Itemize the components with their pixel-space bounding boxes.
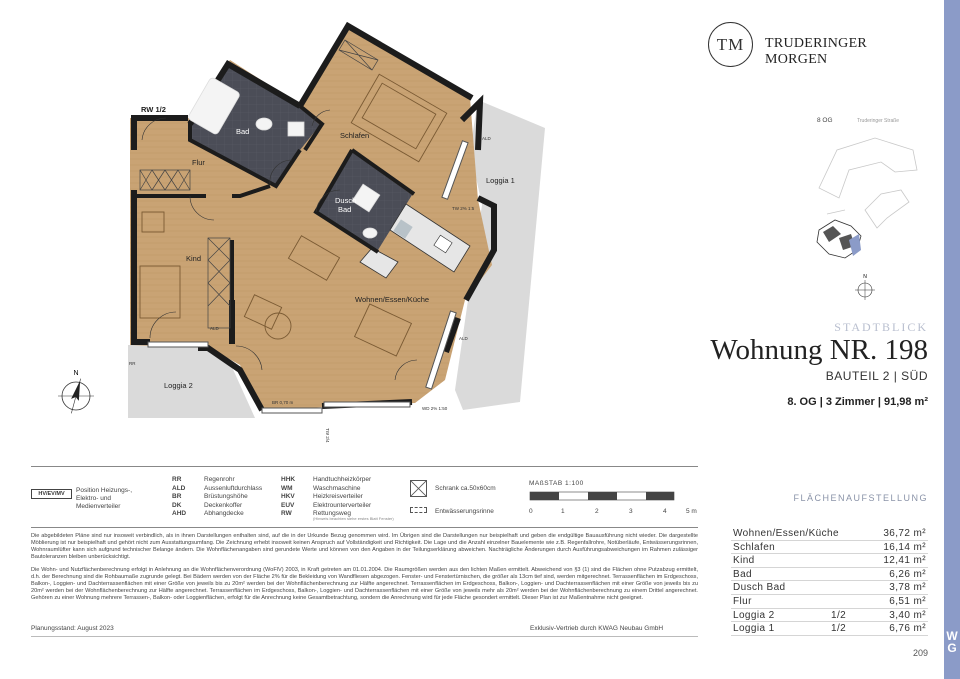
legend-abbreviations-1 [172, 476, 272, 519]
legend-key: EUV [281, 501, 295, 509]
side-accent-stripe [944, 0, 960, 679]
area-value: 3,40 m² [889, 609, 926, 621]
area-name: Kind [733, 555, 755, 567]
legend-row [281, 502, 391, 511]
ald-label-2: ALD [459, 336, 468, 341]
disclaimer-paragraph-2: Die Wohn- und Nutzflächenberechnung erfolgt in Anlehnung an die Wohnflächenverordnung (WoFlV) 2003, in Kraft getreten am 01.01.2004. Die Raumgrößen werden aus den lichten Maßen ermittelt. Abweichend von §3 (1) sind die Flächen ohne Putzabzug ermittelt, d.h. der Berechnung sind die Rohbaumaße zugrunde gelegt. Bei Bädern werden von der Fläche 2% für die Bekleidung von Wandfliesen abgezogen. Fenster- und Fenstertürnischen, die größer als 13cm tief sind, werden mitgerechnet. Terrassenflächen im Erdgeschoss, Balkon-, Loggien- und Dachterrassenflächen mit einer Größe von jeweils bis zu 20m² werden bei der Wohnflächenberechnung zur Hälfte angerechnet. Terrassenflächen im Erdgeschoss, Balkon-, Loggien- und Dachterrassenflächen mit einer Größe von jeweils bis zu 20m² werden bei der Wohnflächenberechnung zur Hälfte angerechnet. Terrassenflächen im Erdgeschoss, Balkon-, Loggien- und Dachterrassenflächen mit einer Größe von jeweils mehr als 20m² werden bei der Wohnflächenberechnung zu einem Drittel angerechnet. Gehören zu einer Wohnung mehrere Terrassen-, Balkon- oder Loggienflächen, erfolgt für die Anrechnung keine Gesamtbetrachtung, sondern die Anrechnung wird für jede Fläche gesondert ermittelt. Dieser Plan ist zur Maßentnahme nicht geeignet. [31, 567, 698, 601]
scale-tick: 1 [561, 508, 565, 515]
rr-tank-label: TW 2% 1:5 [452, 206, 475, 211]
area-name: Wohnen/Essen/Küche [733, 528, 839, 539]
legend-row [172, 485, 272, 494]
room-label-duschbad-2: Bad [338, 205, 352, 214]
area-name: Schlafen [733, 541, 776, 553]
area-value: 6,76 m² [889, 623, 926, 635]
area-row [731, 527, 928, 541]
legend-row [281, 485, 391, 494]
room-label-flur: Flur [192, 158, 205, 167]
keyplan-outline [819, 138, 917, 228]
legend-value: Elektrounterverteiler [313, 501, 372, 509]
legend-row [172, 510, 272, 519]
apartment-summary: 8. OG | 3 Zimmer | 91,98 m² [787, 396, 928, 408]
legend-row [281, 476, 391, 485]
legend-key: HHK [281, 476, 296, 483]
area-row [731, 568, 928, 582]
area-value: 3,78 m² [889, 582, 926, 594]
legend-value: Aussenluftdurchlass [204, 484, 263, 492]
room-label-loggia-1: Loggia 1 [486, 176, 515, 185]
area-share: 1/2 [831, 609, 847, 621]
scale-tick: 0 [529, 508, 533, 515]
ald-label-3: ALD [210, 326, 219, 331]
area-value: 12,41 m² [883, 555, 926, 567]
keyplan-building [817, 220, 861, 258]
legend-value: Abhangdecke [204, 510, 244, 517]
sales-note: Exklusiv-Vertrieb durch KWAG Neubau GmbH [530, 625, 664, 632]
drain-symbol-icon [410, 507, 427, 513]
scale-title: MAßSTAB 1:100 [529, 480, 584, 487]
building-section: BAUTEIL 2 | SÜD [825, 369, 928, 383]
legend-value: Heizkreisverteiler [313, 493, 363, 500]
room-label-wohnen: Wohnen/Essen/Küche [355, 295, 430, 304]
room-label-bad: Bad [236, 127, 250, 136]
area-value: 36,72 m² [883, 528, 926, 539]
legend-value: Waschmaschine [313, 484, 361, 492]
legend-abbreviations-2 [281, 476, 391, 519]
area-name: Flur [733, 595, 752, 607]
keyplan-street: Truderinger Straße [857, 118, 900, 124]
legend-value: Deckenkoffer [204, 501, 243, 509]
area-share: 1/2 [831, 623, 847, 635]
apartment-subtitle: STADTBLICK [834, 320, 928, 334]
area-name: Dusch Bad [733, 582, 786, 594]
keyplan-north [855, 274, 875, 300]
area-name: Loggia 2 [733, 609, 775, 621]
planning-status: Planungsstand: August 2023 [31, 625, 114, 632]
legend-top-divider [31, 466, 698, 467]
room-label-kind: Kind [186, 254, 202, 263]
room-label-duschbad-1: Dusch [335, 196, 357, 205]
area-row [731, 554, 928, 568]
wardrobe-symbol-icon [410, 480, 427, 497]
keyplan-north-label: N [863, 274, 867, 280]
legend-value: Regenrohr [204, 476, 235, 483]
scale-tick: 3 [629, 508, 633, 515]
area-row [731, 609, 928, 623]
drain-symbol-label: Entwässerungsrinne [435, 508, 494, 515]
ald-label-1: ALD [482, 136, 491, 141]
logo-monogram: TM [716, 35, 745, 54]
brand-name: TRUDERINGER MORGEN [765, 36, 868, 67]
brand-logo [708, 22, 933, 68]
legend-distributor-text: Position Heizungs-, Elektro- und Medienverteiler [76, 487, 132, 510]
legend-key: AHD [172, 510, 187, 517]
legend-key: HKV [281, 493, 295, 500]
br-label: BR 0,70 m [272, 400, 294, 405]
legend-row [172, 493, 272, 502]
side-stripe-text: W G [946, 629, 958, 655]
scale-tick: 5 m [686, 508, 697, 515]
north-label: N [73, 370, 79, 377]
scale-tick: 2 [595, 508, 599, 515]
legend-key: BR [172, 493, 182, 500]
area-value: 6,26 m² [889, 568, 926, 580]
area-table [731, 527, 928, 636]
area-value: 16,14 m² [883, 541, 926, 553]
legend-key: WM [281, 484, 293, 492]
room-label-loggia-2: Loggia 2 [164, 381, 193, 390]
rw-label: RW 1/2 [141, 105, 166, 114]
legend-distributor-box: HV/EV/MV [31, 489, 72, 499]
area-row [731, 581, 928, 595]
legend-value: Handtuchheizkörper [313, 476, 372, 483]
room-label-schlafen: Schlafen [340, 131, 370, 140]
area-row [731, 541, 928, 555]
disclaimer-paragraph-1: Die abgebildeten Pläne sind nur insoweit verbindlich, als in ihnen Darstellungen enthalten sind, auf die in der Urkunde Bezug genommen wird. Im Übrigen sind die Darstellungen nur beispielhaft und geben die endgültige Bauausführung nicht wieder. Die dargestellte Möblierung ist nur beispielhaft und gehört nicht zum Ausstattungsumfang. Die Zeichnung erhebt insoweit keinen Anspruch auf Vollständigkeit und Richtigkeit. Die Lage und die Anzahl einzelner Bauelemente wie z.B. Regenfallrohre, Notüberläufe, Entwässerungsrinnen, Wohnraumlüfter kann sich aufgrund technischer Belange ändern. Die Wohnflächenangaben sind gerundete Werte und können von den Angaben in der Teilungserklärung abweichen. Nachträgliche Änderungen durch Ausführungsabweichungen im Rahmen zulässiger Bautoleranzen bleiben unberücksichtigt. [31, 533, 698, 560]
area-value: 6,51 m² [889, 595, 926, 607]
wardrobe-symbol-label: Schrank ca.50x60cm [435, 485, 496, 492]
legend-row [172, 502, 272, 511]
legend-value: Rettungsweg [313, 510, 351, 517]
key-plan [805, 110, 925, 305]
legend-key: RR [172, 476, 182, 483]
footer-divider [31, 636, 698, 637]
scale-tick: 4 [663, 508, 667, 515]
apartment-title: Wohnung NR. 198 [710, 334, 928, 366]
tower-label: TW 2/4 [325, 428, 330, 443]
legend-key: ALD [172, 484, 186, 492]
legend-value: Brüstungshöhe [204, 493, 248, 500]
scale-bar [529, 490, 679, 506]
wd-label: WD 2% 1:50 [422, 406, 448, 411]
page-number: 209 [912, 648, 928, 658]
area-heading: FLÄCHENAUFSTELLUNG [793, 493, 928, 503]
legend-key: RW [281, 510, 292, 517]
area-name: Bad [733, 568, 752, 580]
area-name: Loggia 1 [733, 623, 775, 635]
legend-row [281, 493, 391, 502]
rr-label: RR [129, 361, 136, 366]
area-row [731, 622, 928, 636]
rw-note: (Hinweis beachten siehe erstes Blatt Fenster) [313, 516, 394, 521]
legend-bottom-divider [31, 527, 698, 528]
north-arrow [58, 370, 94, 413]
legend-row [172, 476, 272, 485]
legend-key: DK [172, 501, 182, 509]
keyplan-floor: 8 OG [817, 117, 833, 124]
area-row [731, 595, 928, 609]
floor-plan [0, 0, 700, 460]
